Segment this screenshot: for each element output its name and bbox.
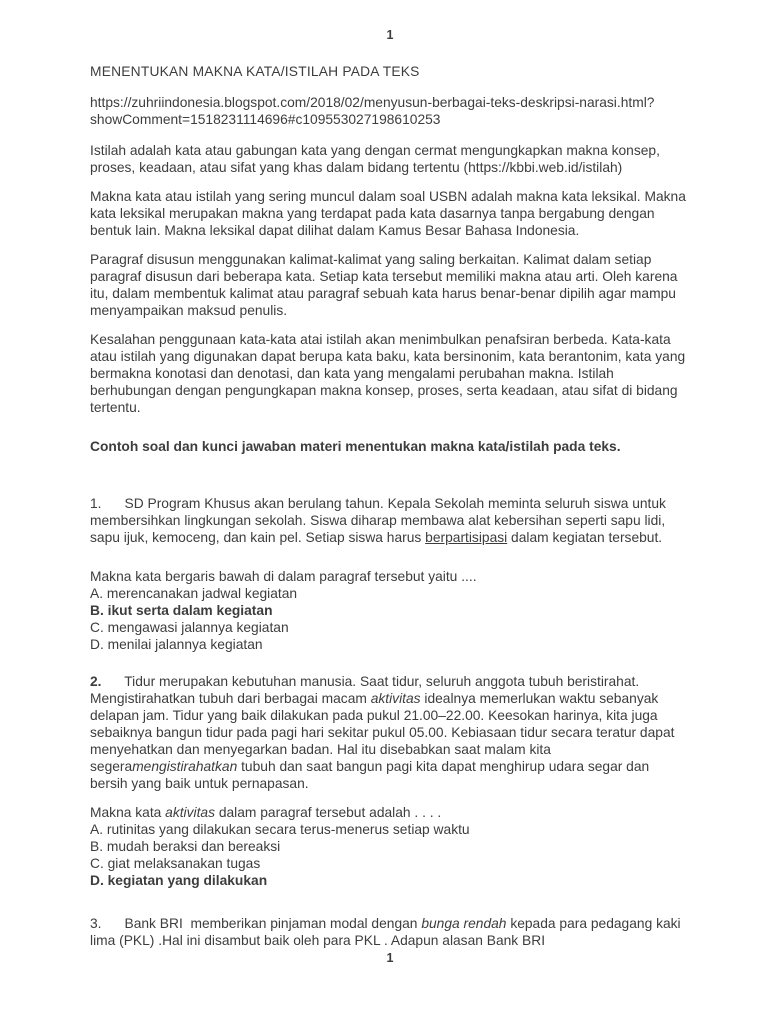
document-content <box>90 63 690 949</box>
text-segment: B. mudah beraksi dan bereaksi <box>90 839 281 854</box>
text-segment: idealnya memerlukan waktu sebanyak delapan jam. Tidur yang baik dilakukan pada pukul 21.00–22.00. Keesokan harinya, kita juga sebaiknya bangun tidur pada pagi hari sekitar pukul 05.00. Kebiasaan tidur secara teratur dapat menyehatkan dan menyegarkan badan. Hal itu disebabkan saat malam kita segera <box>90 691 679 774</box>
text-segment: aktivitas <box>165 805 215 820</box>
page-number-bottom: 1 <box>386 951 394 965</box>
source-url: https://zuhriindonesia.blogspot.com/2018/02/menyusun-berbagai-teks-deskripsi-narasi.html?showComment=1518231114696#c109553027198610253 <box>90 95 655 127</box>
text-segment: Makna kata <box>90 805 166 820</box>
question-1-option-b <box>90 602 690 619</box>
text-segment: A. merencanakan jadwal kegiatan <box>90 586 298 601</box>
document-title: MENENTUKAN MAKNA KATA/ISTILAH PADA TEKS <box>90 64 420 79</box>
question-1-options <box>90 585 690 653</box>
text-segment: C. mengawasi jalannya kegiatan <box>90 620 289 635</box>
text-segment: kepada para pedagang kaki lima (PKL) .Hal ini disambut baik oleh para PKL . Adapun alasan Bank BRI <box>90 916 689 948</box>
text-segment: dalam paragraf tersebut adalah . . . . <box>215 805 442 820</box>
question-1-option-c <box>90 619 690 636</box>
question-2-body <box>90 673 690 792</box>
question-2-option-c <box>90 855 690 872</box>
text-segment: 2. <box>90 674 102 689</box>
text-segment: B. ikut serta dalam kegiatan <box>90 603 273 618</box>
text-segment: aktivitas <box>370 691 421 706</box>
text-segment: A. rutinitas yang dilakukan secara terus-menerus setiap waktu <box>90 822 470 837</box>
question-1-prompt <box>90 568 690 585</box>
question-1-body <box>90 495 690 546</box>
text-segment: C. giat melaksanakan tugas <box>90 856 261 871</box>
text-segment: 3. Bank BRI memberikan pinjaman modal dengan <box>90 916 422 931</box>
text-segment: bunga rendah <box>421 916 507 931</box>
question-2-prompt <box>90 804 690 821</box>
intro-paragraph-3: Paragraf disusun menggunakan kalimat-kalimat yang saling berkaitan. Kalimat dalam setiap paragraf disusun dari beberapa kata. Setiap kata tersebut memiliki makna atau arti. Oleh karena itu, dalam membentuk kalimat atau paragraf sebuah kata harus benar-benar dipilih agar mampu menyampaikan maksud penulis. <box>90 252 678 318</box>
text-segment: 1. SD Program Khusus akan berulang tahun. Kepala Sekolah meminta seluruh siswa untuk membersihkan lingkungan sekolah. Siswa diharap membawa alat kebersihan seperti sapu lidi, sapu ijuk, kemoceng, dan kain pel. Setiap siswa harus <box>90 496 670 545</box>
text-segment: mengistirahatkan <box>132 759 238 774</box>
question-2-options <box>90 821 690 889</box>
question-3-body <box>90 915 690 949</box>
text-segment: Makna kata bergaris bawah di dalam paragraf tersebut yaitu .... <box>90 569 477 584</box>
question-1-option-d <box>90 636 690 653</box>
text-segment: Tidur merupakan kebutuhan manusia. Saat tidur, seluruh anggota tubuh beristirahat. Mengistirahatkan tubuh dari berbagai macam <box>90 674 644 706</box>
text-segment: berpartisipasi <box>425 530 508 545</box>
question-2-option-b <box>90 838 690 855</box>
question-2-option-d <box>90 872 690 889</box>
intro-paragraph-4: Kesalahan penggunaan kata-kata atai istilah akan menimbulkan penafsiran berbeda. Kata-kata atau istilah yang digunakan dapat berupa kata baku, kata bersinonim, kata berantonim, kata yang bermakna konotasi dan denotasi, dan kata yang mengalami perubahan makna. Istilah berhubungan dengan pengungkapan makna konsep, proses, serta keadaan, atau sifat di bidang tertentu. <box>90 332 686 415</box>
text-segment: D. kegiatan yang dilakukan <box>90 873 268 888</box>
section-heading: Contoh soal dan kunci jawaban materi menentukan makna kata/istilah pada teks. <box>90 439 621 454</box>
intro-paragraph-2: Makna kata atau istilah yang sering muncul dalam soal USBN adalah makna kata leksikal. Makna kata leksikal merupakan makna yang terdapat pada kata dasarnya tanpa bergabung dengan bentuk lain. Makna leksikal dapat dilihat dalam Kamus Besar Bahasa Indonesia. <box>90 189 686 238</box>
text-segment: dalam kegiatan tersebut. <box>507 530 663 545</box>
question-1-option-a <box>90 585 690 602</box>
question-2-option-a <box>90 821 690 838</box>
text-segment: tubuh dan saat bangun pagi kita dapat menghirup udara segar dan bersih yang baik untuk pernapasan. <box>90 759 654 791</box>
page-number-top: 1 <box>386 28 394 42</box>
intro-paragraph-1: Istilah adalah kata atau gabungan kata yang dengan cermat mengungkapkan makna konsep, proses, keadaan, atau sifat yang khas dalam bidang tertentu (https://kbbi.web.id/istilah) <box>90 143 660 175</box>
text-segment: D. menilai jalannya kegiatan <box>90 637 263 652</box>
